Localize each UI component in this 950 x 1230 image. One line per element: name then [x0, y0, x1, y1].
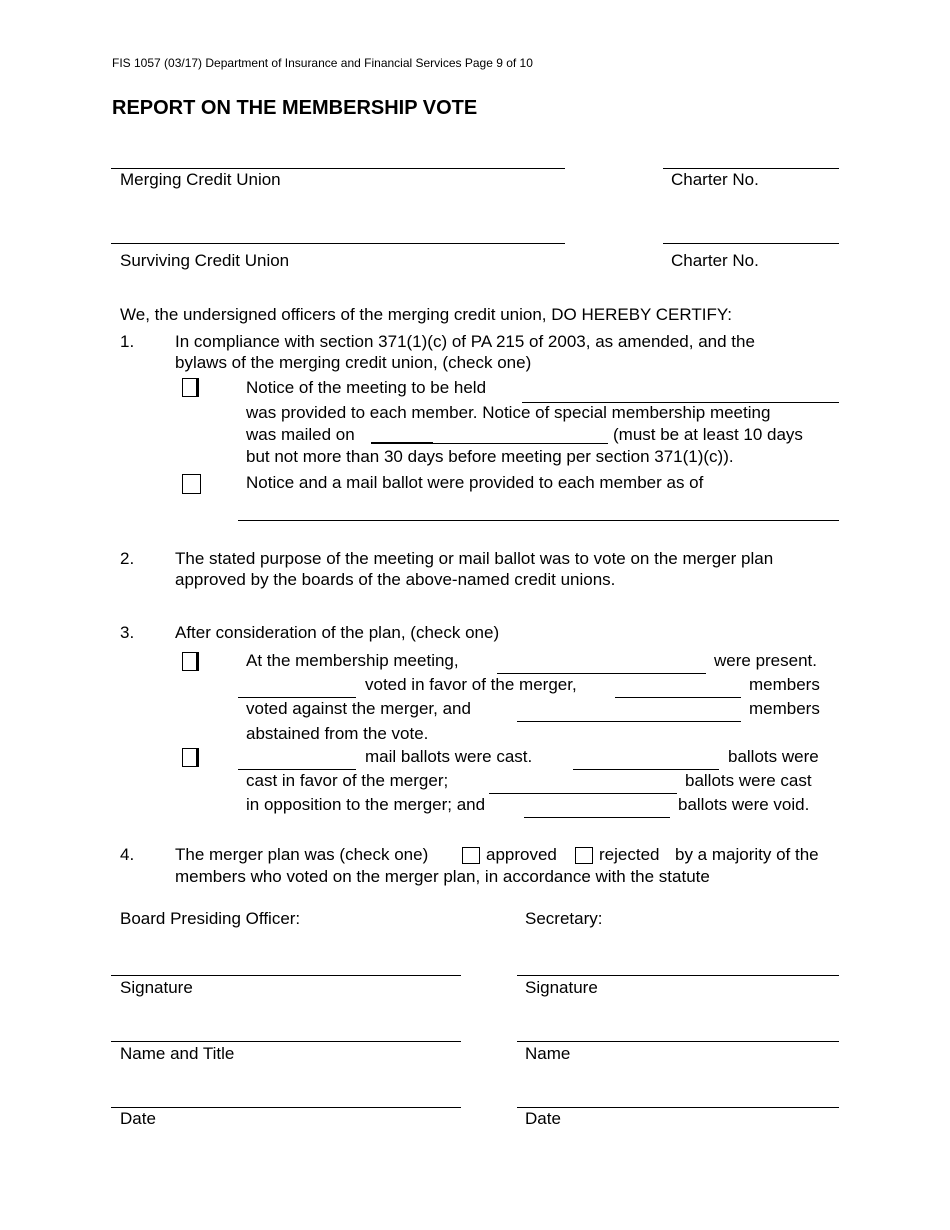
- mail-ballots-checkbox[interactable]: [182, 748, 199, 767]
- item-1-line-1: In compliance with section 371(1)(c) of PA 215 of 2003, as amended, and the: [175, 332, 755, 351]
- merging-charter-field[interactable]: [663, 168, 839, 169]
- certify-statement: We, the undersigned officers of the merging credit union, DO HEREBY CERTIFY:: [120, 305, 732, 324]
- presiding-officer-heading: Board Presiding Officer:: [120, 909, 301, 928]
- page-title: REPORT ON THE MEMBERSHIP VOTE: [112, 97, 478, 119]
- in-opposition-text: in opposition to the merger; and: [246, 795, 486, 814]
- mailed-on-text: was mailed on: [246, 425, 355, 444]
- merging-charter-label: Charter No.: [671, 170, 759, 189]
- form-header: FIS 1057 (03/17) Department of Insurance and Financial Services Page 9 of 10: [112, 56, 533, 70]
- mailed-on-field-part: [371, 442, 433, 444]
- item-2-line-2: approved by the boards of the above-named credit unions.: [175, 570, 616, 589]
- merging-credit-union-label: Merging Credit Union: [120, 170, 281, 189]
- surviving-credit-union-field[interactable]: [111, 243, 565, 244]
- ballots-in-favor-field[interactable]: [573, 769, 719, 770]
- ballots-void-field[interactable]: [524, 817, 670, 818]
- rejected-label: rejected: [599, 845, 660, 864]
- voted-in-favor-text: voted in favor of the merger,: [365, 675, 577, 694]
- notice-meeting-text: Notice of the meeting to be held: [246, 378, 487, 397]
- secretary-signature-label: Signature: [525, 978, 598, 997]
- item-3-line-1: After consideration of the plan, (check one): [175, 623, 500, 642]
- approved-label: approved: [486, 845, 557, 864]
- abstained-field[interactable]: [517, 721, 741, 722]
- officer-signature-field[interactable]: [111, 975, 461, 976]
- surviving-credit-union-label: Surviving Credit Union: [120, 251, 290, 270]
- ballots-cast-field[interactable]: [238, 769, 356, 770]
- merger-plan-text: The merger plan was (check one): [175, 845, 429, 864]
- officer-date-field[interactable]: [111, 1107, 461, 1108]
- ballots-were-cast-text: ballots were cast: [685, 771, 812, 790]
- item-4-line-2: members who voted on the merger plan, in accordance with the statute: [175, 867, 710, 886]
- days-rule-text: but not more than 30 days before meeting per section 371(1)(c)).: [246, 447, 734, 466]
- officer-date-label: Date: [120, 1109, 156, 1128]
- mail-ballot-text: Notice and a mail ballot were provided to each member as of: [246, 473, 704, 492]
- meeting-present-text: At the membership meeting,: [246, 651, 459, 670]
- officer-signature-label: Signature: [120, 978, 193, 997]
- secretary-heading: Secretary:: [525, 909, 603, 928]
- mail-ballot-checkbox[interactable]: [182, 474, 201, 494]
- item-2-number: 2.: [120, 549, 135, 568]
- surviving-charter-field[interactable]: [663, 243, 839, 244]
- mail-ballots-cast-text: mail ballots were cast.: [365, 747, 533, 766]
- mail-ballot-date-field[interactable]: [238, 520, 839, 521]
- notice-meeting-checkbox[interactable]: [182, 378, 199, 397]
- votes-against-field[interactable]: [615, 697, 741, 698]
- secretary-name-label: Name: [525, 1044, 571, 1063]
- members-text-2: members: [749, 699, 820, 718]
- merging-credit-union-field[interactable]: [111, 168, 565, 169]
- secretary-signature-field[interactable]: [517, 975, 839, 976]
- membership-meeting-checkbox[interactable]: [182, 652, 199, 671]
- abstained-text: abstained from the vote.: [246, 724, 429, 743]
- ballots-were-text: ballots were: [728, 747, 819, 766]
- cast-in-favor-text: cast in favor of the merger;: [246, 771, 449, 790]
- were-present-text: were present.: [714, 651, 817, 670]
- secretary-name-field[interactable]: [517, 1041, 839, 1042]
- item-4-number: 4.: [120, 845, 135, 864]
- item-3-number: 3.: [120, 623, 135, 642]
- officer-name-label: Name and Title: [120, 1044, 235, 1063]
- members-present-field[interactable]: [497, 673, 706, 674]
- rejected-checkbox[interactable]: [575, 847, 593, 864]
- members-text-1: members: [749, 675, 820, 694]
- ballots-void-text: ballots were void.: [678, 795, 810, 814]
- ballots-opposed-field[interactable]: [489, 793, 677, 794]
- mailed-on-date-field[interactable]: [433, 443, 608, 444]
- officer-name-field[interactable]: [111, 1041, 461, 1042]
- secretary-date-field[interactable]: [517, 1107, 839, 1108]
- notice-provided-text: was provided to each member. Notice of special membership meeting: [246, 403, 771, 422]
- must-be-text: (must be at least 10 days: [613, 425, 803, 444]
- surviving-charter-label: Charter No.: [671, 251, 759, 270]
- majority-text: by a majority of the: [675, 845, 819, 864]
- voted-against-text: voted against the merger, and: [246, 699, 471, 718]
- item-1-line-2: bylaws of the merging credit union, (check one): [175, 353, 532, 372]
- votes-in-favor-field[interactable]: [238, 697, 356, 698]
- item-2-line-1: The stated purpose of the meeting or mail ballot was to vote on the merger plan: [175, 549, 774, 568]
- item-1-number: 1.: [120, 332, 135, 351]
- secretary-date-label: Date: [525, 1109, 561, 1128]
- approved-checkbox[interactable]: [462, 847, 480, 864]
